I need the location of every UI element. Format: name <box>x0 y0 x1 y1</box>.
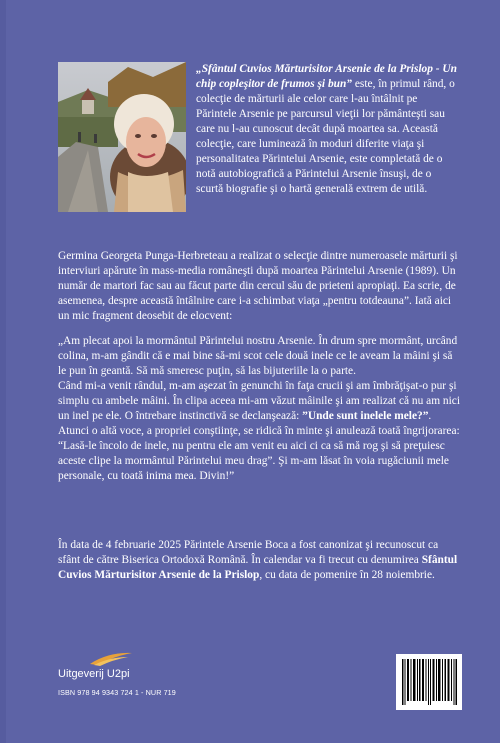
quote-paragraph-1: „Am plecat apoi la mormântul Părintelui nostru Arsenie. În drum spre mormânt, urcând colina, m-am gândit că e mai bine să-mi scot cele două inele ce le aveam la mâini şi să le pun în geantă. Să mă smeresc puţin, să las bijuteriile la o parte. <box>58 335 458 377</box>
intro-paragraph <box>196 62 458 197</box>
isbn-barcode <box>396 654 462 710</box>
quote-bold-question: ”Unde sunt inelele mele?” <box>302 410 429 422</box>
quote-text-b: . Atunci o altă voce, a propriei conştiinţe, se ridică în minte şi anulează toată îngrijorarea: “Lasă-le încolo de inele, nu pentru ele am venit eu aici ci ca să mă rog şi să preţuiesc aceste clipe la mormântul Părintelui meu drag”. Şi m-am lăsat în voia rugăciunii mele personale, cu toată inima mea. Divin!” <box>58 410 460 482</box>
intro-body: este, în primul rând, o colecţie de mărturii ale celor care l-au întâlnit pe Părintele Arsenie pe parcursul vieţii lor pământeşti sau care nu l-au cunoscut decât după moartea sa. Această colecţie, care luminează în moduri diferite viaţa şi personalitatea Părintelui Arsenie, este completată de o notă autobiografică a Părintelui Arsenie însuşi, de o scurtă biografie şi o hartă generală extrem de utilă. <box>196 78 455 195</box>
canonization-paragraph <box>58 538 460 583</box>
logo-swoosh-icon <box>88 650 134 666</box>
isbn-line: ISBN 978 94 9343 724 1 - NUR 719 <box>58 688 176 697</box>
selection-paragraph: Germina Georgeta Punga-Herbreteau a realizat o selecţie dintre numeroasele mărturii şi interviuri apărute în mass-media româneşti după moartea Părintelui Arsenie (1989). Un număr de martori fac sau au făcut parte din cercul său de prieteni apropiaţi. Ea scrie, de asemenea, despre această întâlnire care i-a schimbat viaţa „pentru totdeauna”. Iată aici un mic fragment deosebit de elocvent: <box>58 250 458 322</box>
saint-name: Sfântul Cuvios Mărturisitor Arsenie de la Prislop <box>58 554 458 581</box>
spine-edge <box>0 0 6 743</box>
canonization-text-b: , cu data de pomenire în 28 noiembrie. <box>259 569 435 581</box>
quote-fragment <box>58 334 460 484</box>
canonization-text-a: În data de 4 februarie 2025 Părintele Arsenie Boca a fost canonizat şi recunoscut ca sfânt de către Biserica Ortodoxă Română. În calendar va fi trecut cu denumirea <box>58 539 439 566</box>
quote-text-a: Când mi-a venit rândul, m-am aşezat în genunchi în faţa crucii şi am îmbrăţişat-o pur şi simplu cu ambele mâini. În clipa aceea mi-am văzut mâinile şi am realizat că nu am nici un inel pe ele. O întrebare instinctivă se declanşează: <box>58 380 460 422</box>
book-title-quote: „Sfântul Cuvios Mărturisitor Arsenie de la Prislop - Un chip copleşitor de frumos şi bun” <box>196 63 457 90</box>
quote-paragraph-2 <box>58 379 460 484</box>
author-portrait-photo <box>58 62 186 212</box>
publisher-name: Uitgeverij U2pi <box>58 668 130 680</box>
